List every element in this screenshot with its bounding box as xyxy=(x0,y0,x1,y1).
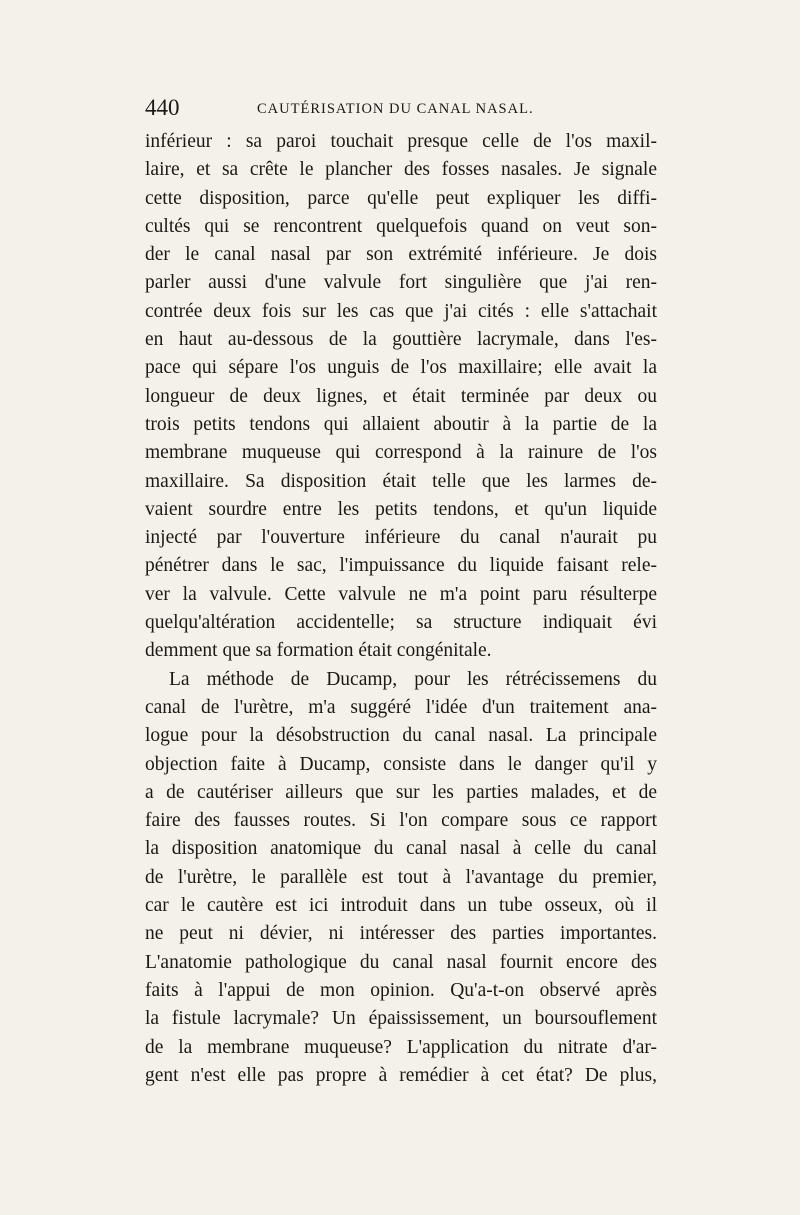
text-line: pace qui sépare l'os unguis de l'os maxillaire; elle avait la xyxy=(145,357,657,379)
text-line: en haut au-dessous de la gouttière lacrymale, dans l'es- xyxy=(145,329,657,351)
running-head-title: CAUTÉRISATION DU CANAL NASAL. xyxy=(257,101,534,117)
text-line: membrane muqueuse qui correspond à la rainure de l'os xyxy=(145,442,657,464)
text-line: de l'urètre, le parallèle est tout à l'avantage du premier, xyxy=(145,866,657,888)
text-line: logue pour la désobstruction du canal nasal. La principale xyxy=(145,725,657,747)
text-line: trois petits tendons qui allaient aboutir à la partie de la xyxy=(145,413,657,435)
text-line: la fistule lacrymale? Un épaississement, un boursouflement xyxy=(145,1008,657,1030)
text-line: La méthode de Ducamp, pour les rétrécissemens du xyxy=(169,668,657,690)
text-line: inférieur : sa paroi touchait presque celle de l'os maxil- xyxy=(145,131,657,152)
text-line: car le cautère est ici introduit dans un tube osseux, où il xyxy=(145,895,657,917)
text-line: pénétrer dans le sac, l'impuissance du liquide faisant rele- xyxy=(145,555,657,577)
text-line: canal de l'urètre, m'a suggéré l'idée d'un traitement ana- xyxy=(145,696,657,718)
text-line: faire des fausses routes. Si l'on compare sous ce rapport xyxy=(145,810,657,832)
running-head xyxy=(145,94,657,122)
text-line: vaient sourdre entre les petits tendons, et qu'un liquide xyxy=(145,498,657,520)
text-line: cette disposition, parce qu'elle peut expliquer les diffi- xyxy=(145,187,657,209)
text-line: gent n'est elle pas propre à remédier à cet état? De plus, xyxy=(145,1064,657,1086)
text-line: demment que sa formation était congénitale. xyxy=(145,640,492,662)
text-line: L'anatomie pathologique du canal nasal fournit encore des xyxy=(145,951,657,973)
text-line: der le canal nasal par son extrémité inférieure. Je dois xyxy=(145,244,657,266)
text-line: longueur de deux lignes, et était terminée par deux ou xyxy=(145,385,657,407)
text-line: contrée deux fois sur les cas que j'ai cités : elle s'attachait xyxy=(145,300,657,322)
text-line: parler aussi d'une valvule fort singulière que j'ai ren- xyxy=(145,272,657,294)
text-line: la disposition anatomique du canal nasal à celle du canal xyxy=(145,838,657,860)
body-text xyxy=(145,128,657,1090)
text-line: quelqu'altération accidentelle; sa structure indiquait évi xyxy=(145,612,657,634)
text-line: a de cautériser ailleurs que sur les parties malades, et de xyxy=(145,781,657,803)
text-line: ver la valvule. Cette valvule ne m'a point paru résulterpe xyxy=(145,583,657,605)
text-line: ne peut ni dévier, ni intéresser des parties importantes. xyxy=(145,923,657,945)
text-line: objection faite à Ducamp, consiste dans le danger qu'il y xyxy=(145,753,657,775)
text-line: maxillaire. Sa disposition était telle que les larmes de- xyxy=(145,470,657,492)
text-line: injecté par l'ouverture inférieure du canal n'aurait pu xyxy=(145,527,657,549)
text-line: cultés qui se rencontrent quelquefois quand on veut son- xyxy=(145,215,657,237)
page-number: 440 xyxy=(145,95,180,120)
text-line: de la membrane muqueuse? L'application du nitrate d'ar- xyxy=(145,1036,657,1058)
text-line: laire, et sa crête le plancher des fosses nasales. Je signale xyxy=(145,159,657,181)
text-line: faits à l'appui de mon opinion. Qu'a-t-on observé après xyxy=(145,979,657,1001)
